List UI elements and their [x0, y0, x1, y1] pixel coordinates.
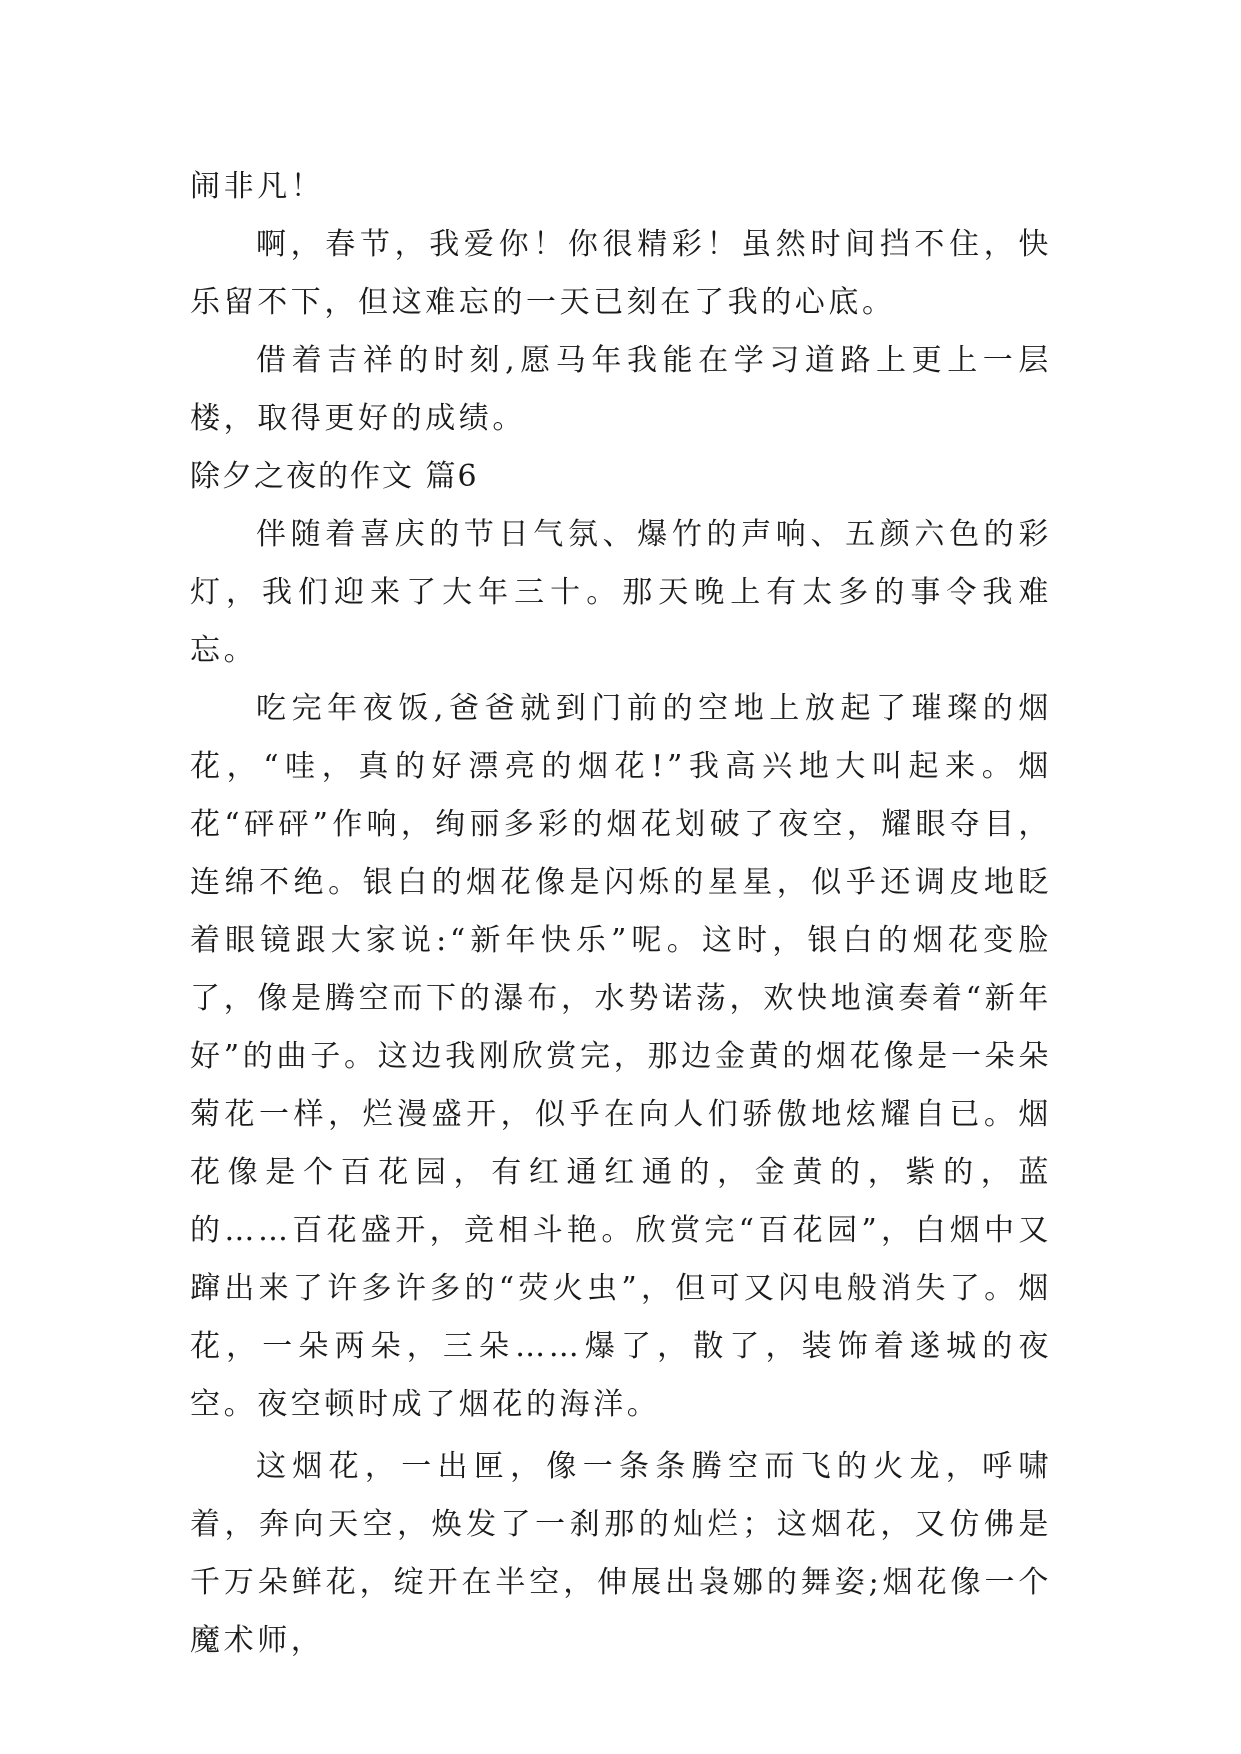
- section-title: 除夕之夜的作文 篇6: [190, 459, 479, 494]
- paragraph-continuation: 闹非凡！: [190, 169, 325, 204]
- paragraph-intro: 伴随着喜庆的节日气氛、爆竹的声响、五颜六色的彩灯，我们迎来了大年三十。那天晚上有太多的事令我难忘。: [190, 517, 1052, 668]
- paragraph-fireworks-metaphor: 这烟花，一出匣，像一条条腾空而飞的火龙，呼啸着，奔向天空，焕发了一刹那的灿烂；这烟花，又仿佛是千万朵鲜花，绽开在半空，伸展出袅娜的舞姿;烟花像一个魔术师，: [190, 1449, 1052, 1658]
- document-body: [190, 158, 1052, 1670]
- paragraph-fireworks: 吃完年夜饭,爸爸就到门前的空地上放起了璀璨的烟花，“哇，真的好漂亮的烟花!”我高兴地大叫起来。烟花“砰砰”作响，绚丽多彩的烟花划破了夜空，耀眼夺目，连绵不绝。银白的烟花像是闪烁的星星，似乎还调皮地眨着眼镜跟大家说:“新年快乐”呢。这时，银白的烟花变脸了，像是腾空而下的瀑布，水势诺荡，欢快地演奏着“新年好”的曲子。这边我刚欣赏完，那边金黄的烟花像是一朵朵菊花一样，烂漫盛开，似乎在向人们骄傲地炫耀自已。烟花像是个百花园，有红通红通的，金黄的，紫的，蓝的……百花盛开，竞相斗艳。欣赏完“百花园”，白烟中又蹿出来了许多许多的“荧火虫”，但可又闪电般消失了。烟花，一朵两朵，三朵……爆了，散了，装饰着遂城的夜空。夜空顿时成了烟花的海洋。: [190, 691, 1052, 1422]
- paragraph-spring-festival: 啊，春节，我爱你！你很精彩！虽然时间挡不住，快乐留不下，但这难忘的一天已刻在了我的心底。: [190, 227, 1052, 320]
- paragraph-wish: 借着吉祥的时刻,愿马年我能在学习道路上更上一层楼，取得更好的成绩。: [190, 343, 1052, 436]
